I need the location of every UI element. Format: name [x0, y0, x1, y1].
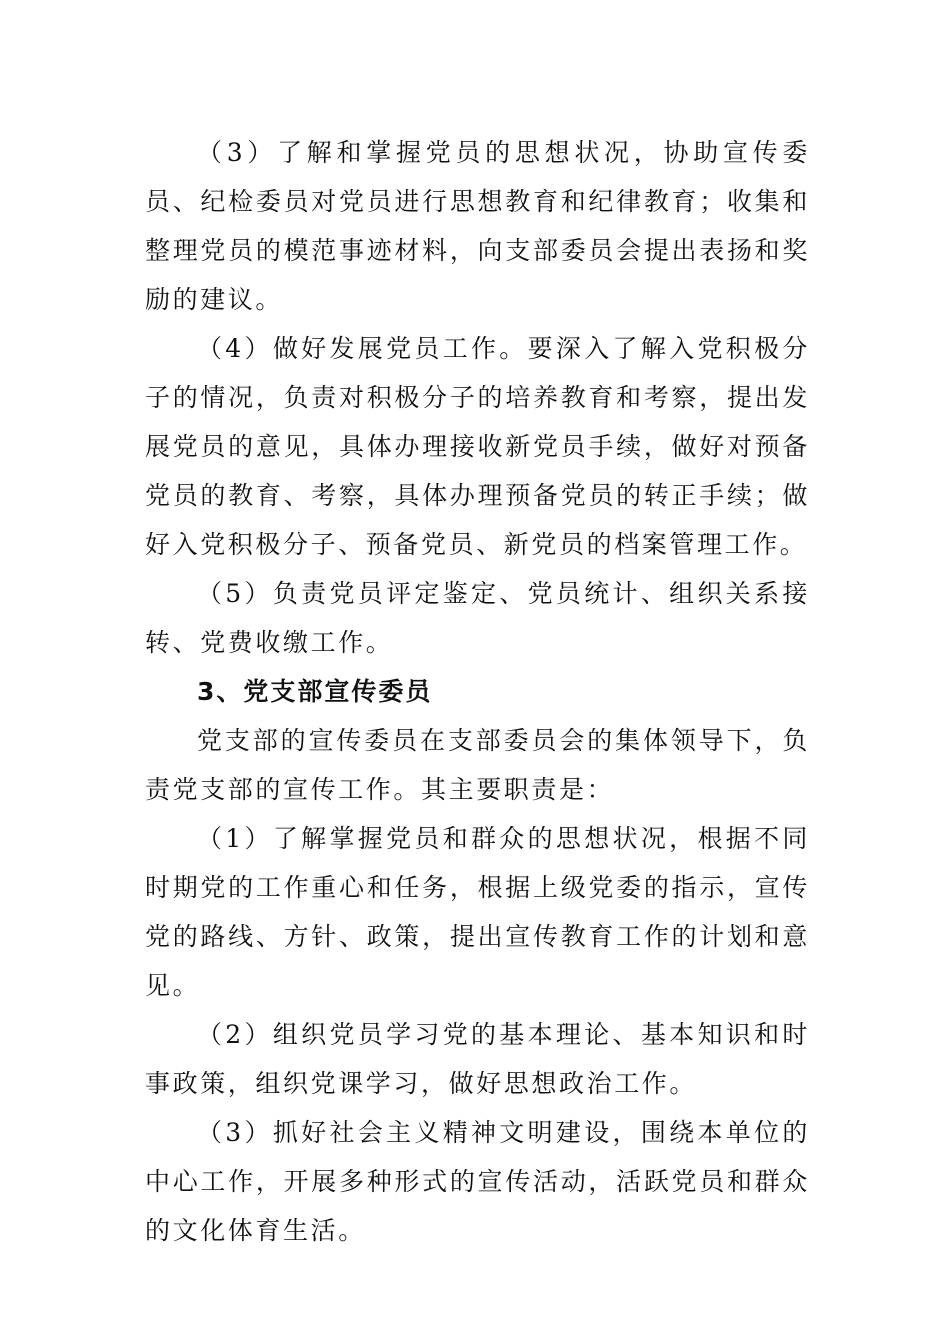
document-body	[145, 128, 810, 1255]
paragraph-item-4-duties: （4）做好发展党员工作。要深入了解入党积极分子的情况，负责对积极分子的培养教育和考察，提出发展党员的意见，具体办理接收新党员手续，做好对预备党员的教育、考察，具体办理预备党员的转正手续；做好入党积极分子、预备党员、新党员的档案管理工作。	[145, 334, 810, 559]
paragraph-item-5-duties: （5）负责党员评定鉴定、党员统计、组织关系接转、党费收缴工作。	[145, 579, 810, 657]
section-heading-propaganda-member: 3、党支部宣传委员	[197, 677, 433, 706]
paragraph-propaganda-item-2: （2）组织党员学习党的基本理论、基本知识和时事政策，组织党课学习，做好思想政治工作。	[145, 1020, 810, 1098]
paragraph-propaganda-item-3: （3）抓好社会主义精神文明建设，围绕本单位的中心工作，开展多种形式的宣传活动，活跃党员和群众的文化体育生活。	[145, 1118, 810, 1245]
paragraph-propaganda-intro: 党支部的宣传委员在支部委员会的集体领导下，负责党支部的宣传工作。其主要职责是：	[145, 726, 810, 804]
paragraph-propaganda-item-1: （1）了解掌握党员和群众的思想状况，根据不同时期党的工作重心和任务，根据上级党委的指示，宣传党的路线、方针、政策，提出宣传教育工作的计划和意见。	[145, 824, 810, 1000]
paragraph-item-3-duties: （3）了解和掌握党员的思想状况，协助宣传委员、纪检委员对党员进行思想教育和纪律教育；收集和整理党员的模范事迹材料，向支部委员会提出表扬和奖励的建议。	[145, 138, 810, 314]
